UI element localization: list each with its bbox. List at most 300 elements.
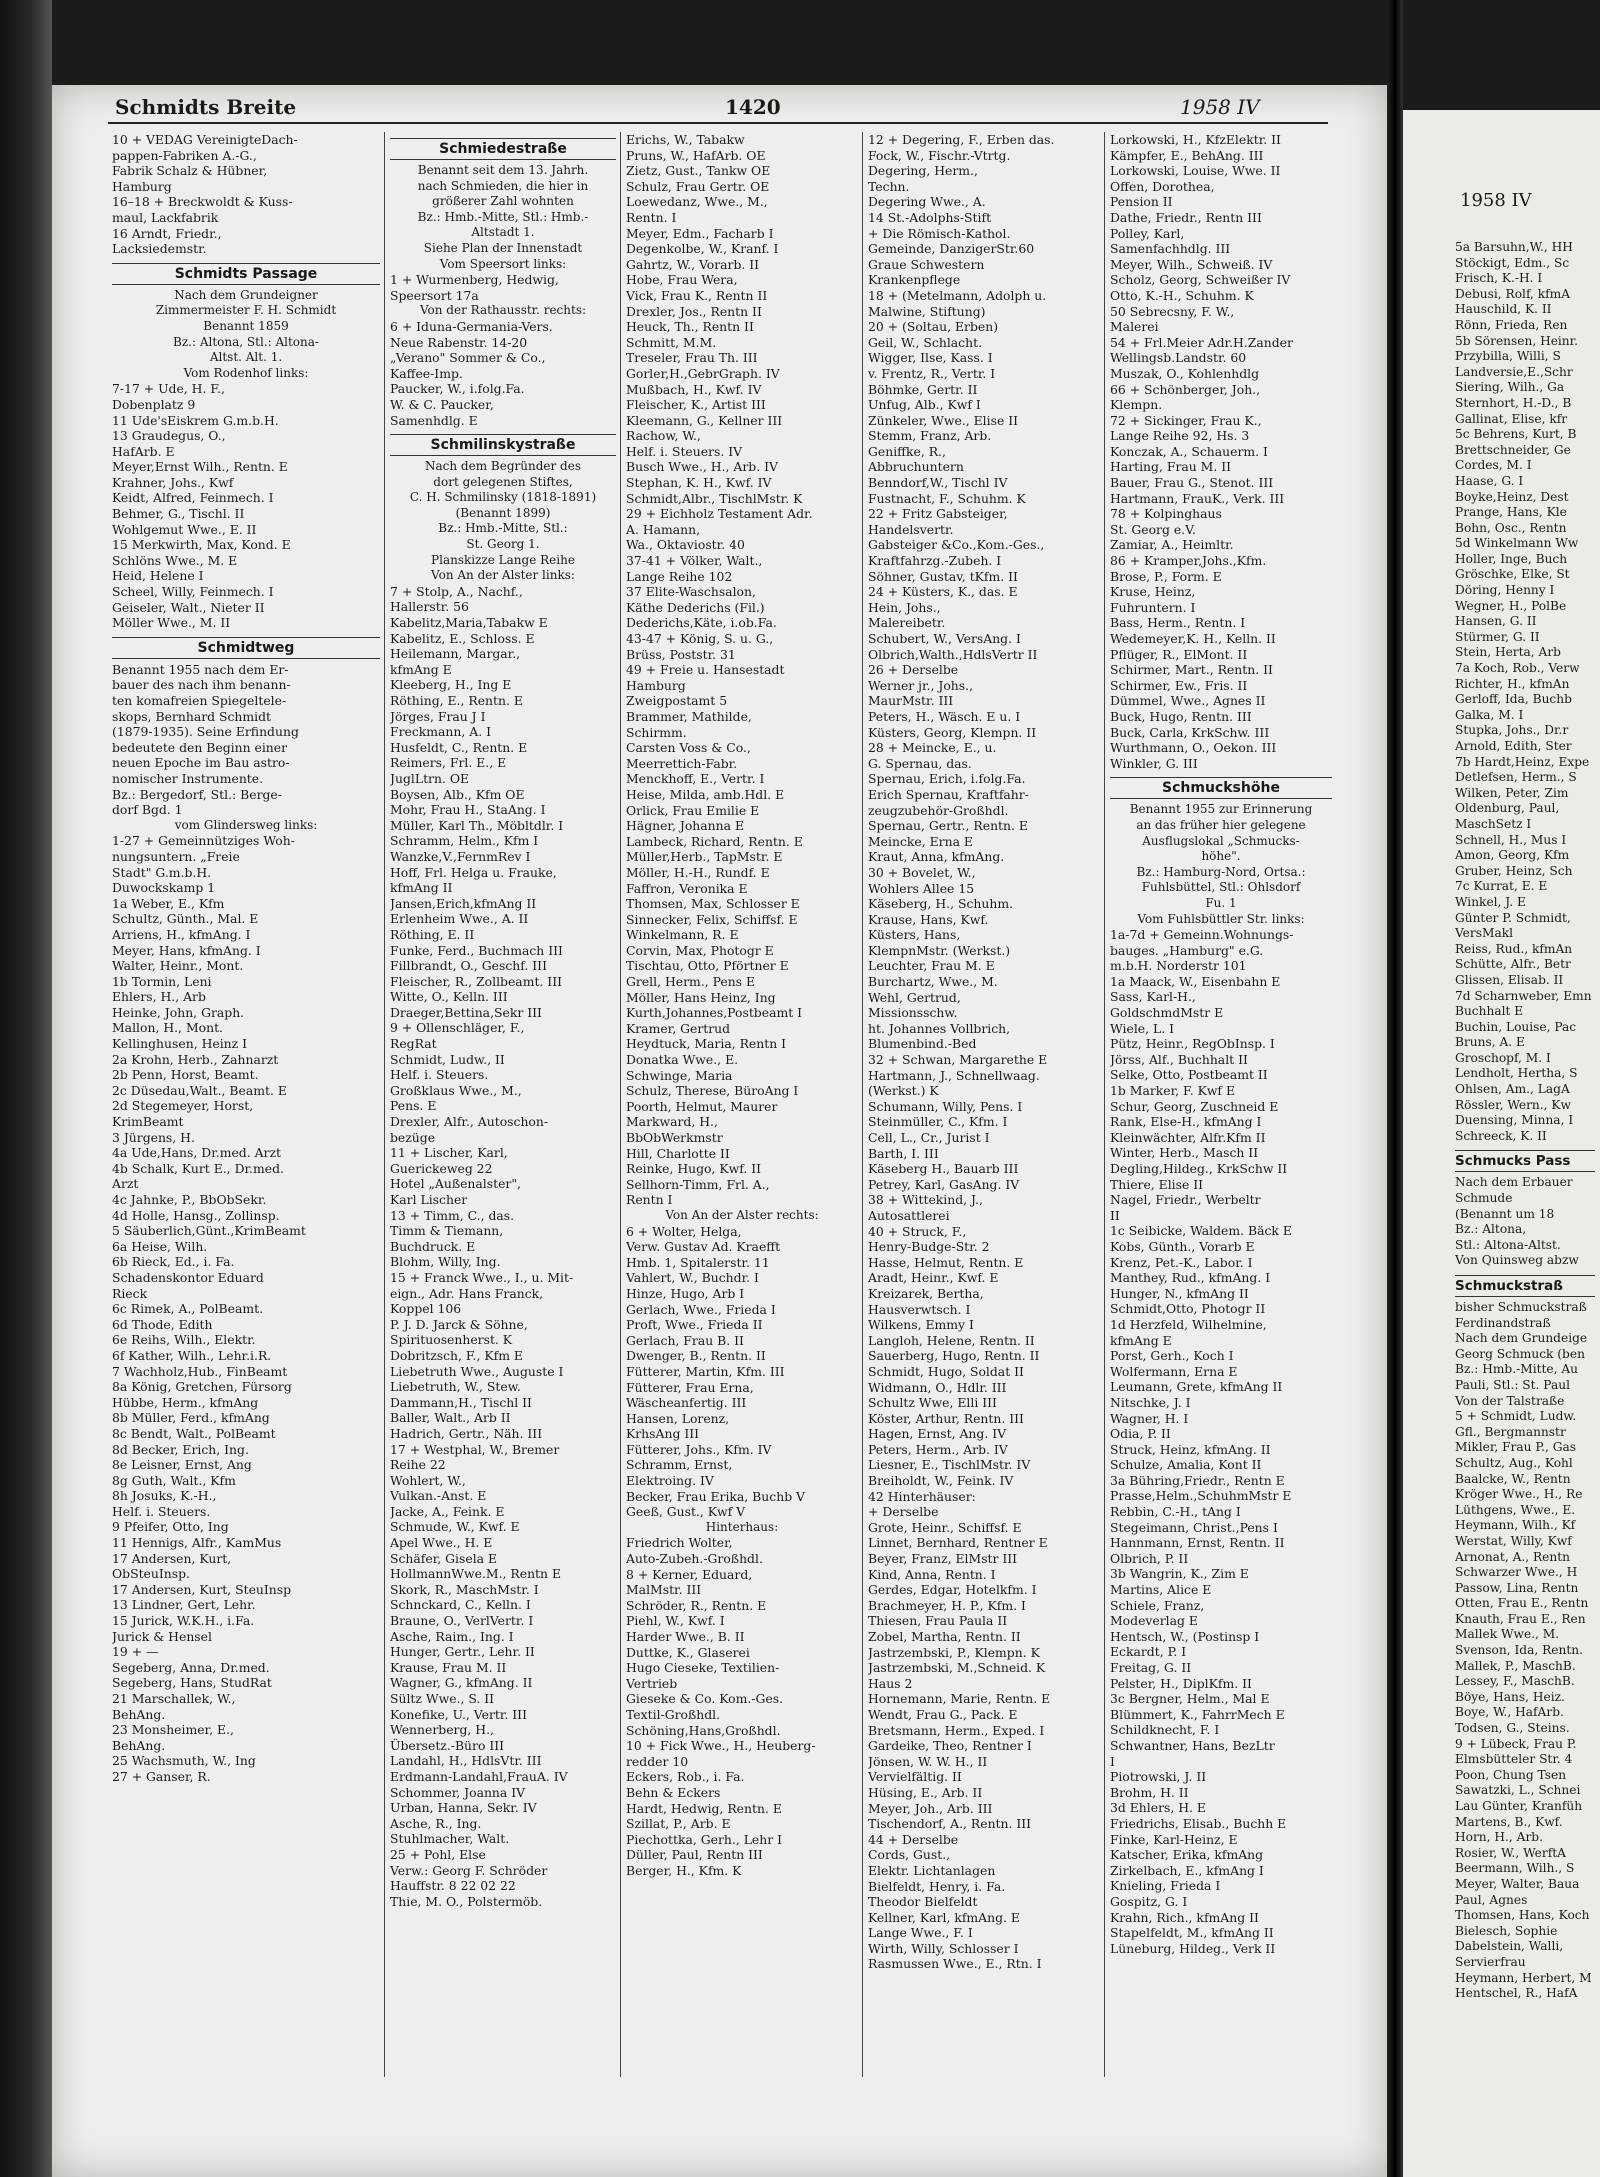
directory-entry: 3a Bühring,Friedr., Rentn E <box>1110 1472 1285 1488</box>
directory-entry: Eckardt, P. I <box>1110 1644 1187 1660</box>
directory-entry: Drexler, Alfr., Autoschon- <box>390 1114 549 1130</box>
directory-entry: Burchartz, Wwe., M. <box>868 974 998 990</box>
directory-entry: 8e Leisner, Ernst, Ang <box>112 1457 252 1473</box>
directory-entry: Linnet, Bernhard, Rentner E <box>868 1535 1048 1551</box>
directory-entry: Malwine, Stiftung) <box>868 303 986 319</box>
directory-entry: 15 Merkwirth, Max, Kond. E <box>112 537 291 553</box>
directory-entry: Urban, Hanna, Sekr. IV <box>390 1800 537 1816</box>
directory-entry: Fuhruntern. I <box>1110 599 1196 615</box>
directory-entry: Autosattlerei <box>868 1207 950 1223</box>
directory-entry: 11 + Lischer, Karl, <box>390 1145 508 1161</box>
directory-entry: Schur, Georg, Zuschneid E <box>1110 1098 1279 1114</box>
directory-entry: Hasse, Helmut, Rentn. E <box>868 1254 1024 1270</box>
directory-entry: Kind, Anna, Rentn. I <box>868 1566 996 1582</box>
directory-entry: Aradt, Heinr., Kwf. E <box>868 1270 999 1286</box>
directory-entry: 1 + Wurmenberg, Hedwig, <box>390 272 559 288</box>
directory-entry: Hunger, N., kfmAng II <box>1110 1285 1249 1301</box>
directory-entry: Hauschild, K. II <box>1455 302 1552 317</box>
directory-entry: 38 + Wittekind, J., <box>868 1192 983 1208</box>
directory-entry: G. Spernau, das. <box>868 755 972 771</box>
directory-entry: Benannt 1955 nach dem Er- <box>112 661 289 677</box>
directory-entry: Hüsing, E., Arb. II <box>868 1784 983 1800</box>
directory-entry: Stürmer, G. II <box>1455 629 1540 644</box>
directory-entry: Bz.: Bergedorf, Stl.: Berge- <box>112 786 282 802</box>
directory-entry: (Werkst.) K <box>868 1083 939 1099</box>
directory-entry: Zietz, Gust., Tankw OE <box>626 163 771 179</box>
directory-entry: Wigger, Ilse, Kass. I <box>868 350 993 366</box>
directory-entry: Degering, Herm., <box>868 163 978 179</box>
directory-entry: Brettschneider, Ge <box>1455 442 1571 457</box>
directory-entry: Olbrich,Walth.,HdlsVertr II <box>868 646 1038 662</box>
street-note: Fu. 1 <box>1205 895 1237 910</box>
directory-entry: Meyer, Joh., Arb. III <box>868 1800 993 1816</box>
directory-entry: Gospitz, G. I <box>1110 1893 1188 1909</box>
directory-entry: Lange Wwe., F. I <box>868 1925 973 1941</box>
directory-entry: Cell, L., Cr., Jurist I <box>868 1130 990 1145</box>
directory-entry: Paul, Agnes <box>1455 1892 1528 1907</box>
directory-entry: Auto-Zubeh.-Großhdl. <box>626 1551 763 1567</box>
directory-entry: Erich Spernau, Kraftfahr- <box>868 786 1029 802</box>
right-page-column <box>1455 240 1595 2160</box>
directory-entry: Lorkowski, Louise, Wwe. II <box>1110 163 1281 179</box>
directory-entry: Fleischer, K., Artist III <box>626 397 766 413</box>
street-note: Bz.: Hmb.-Mitte, Stl.: <box>438 521 568 536</box>
directory-entry: Malerei <box>1110 319 1159 335</box>
directory-entry: Lüneburg, Hildeg., Verk II <box>1110 1940 1276 1956</box>
directory-entry: Hardt, Hedwig, Rentn. E <box>626 1800 782 1816</box>
street-note: Benannt seit dem 13. Jahrh. <box>417 163 589 177</box>
directory-entry: 8 + Kerner, Eduard, <box>626 1566 753 1582</box>
street-note: Bz.: Hmb.-Mitte, Stl.: Hmb.- <box>417 209 589 224</box>
directory-entry: Krahner, Johs., Kwf <box>112 474 234 490</box>
directory-entry: Stegeimann, Christ.,Pens I <box>1110 1519 1278 1535</box>
directory-entry: + Derselbe <box>868 1504 939 1520</box>
directory-entry: Schäfer, Gisela E <box>390 1550 498 1566</box>
directory-entry: Pütz, Heinr., RegObInsp. I <box>1110 1036 1275 1052</box>
directory-entry: 1c Seibicke, Waldem. Bäck E <box>1110 1223 1292 1239</box>
directory-entry: (1879-1935). Seine Erfindung <box>112 724 299 740</box>
directory-entry: Dobritzsch, F., Kfm E <box>390 1347 523 1363</box>
street-note: Vom Rodenhof links: <box>183 365 309 380</box>
directory-entry: Prange, Hans, Kle <box>1455 505 1567 520</box>
street-note: Bz.: Altona, Stl.: Altona- <box>173 334 319 349</box>
column-divider <box>1104 132 1105 2077</box>
directory-entry: Abbruchuntern <box>868 459 964 475</box>
street-note: Fuhlsbüttel, Stl.: Ohlsdorf <box>1141 880 1301 895</box>
directory-entry: Stephan, K. H., Kwf. IV <box>626 475 772 491</box>
directory-entry: Mallon, H., Mont. <box>112 1020 223 1036</box>
directory-entry: Tischendorf, A., Rentn. III <box>868 1816 1032 1832</box>
directory-entry: m.b.H. Norderstr 101 <box>1110 958 1247 974</box>
directory-entry: 43-47 + König, S. u. G., <box>626 631 774 646</box>
directory-entry: Möller, Hans Heinz, Ing <box>626 989 776 1005</box>
directory-entry: MaurMstr. III <box>868 693 954 709</box>
directory-entry: Heise, Milda, amb.Hdl. E <box>626 786 785 802</box>
directory-entry: „Verano" Sommer & Co., <box>390 350 546 366</box>
directory-entry: redder 10 <box>626 1753 689 1769</box>
directory-entry: Boyke,Heinz, Dest <box>1455 489 1569 504</box>
directory-entry: Lau Günter, Kranfüh <box>1455 1799 1583 1813</box>
directory-entry: Brüss, Poststr. 31 <box>626 646 736 662</box>
directory-entry: Pflüger, R., ElMont. II <box>1110 646 1248 662</box>
directory-entry: 17 + Westphal, W., Bremer <box>390 1441 560 1457</box>
directory-entry: Techn. <box>868 178 910 194</box>
directory-entry: Heuck, Th., Rentn II <box>626 319 754 335</box>
directory-entry: Lacksiedemstr. <box>112 241 207 257</box>
directory-entry: Schöning,Hans,Großhdl. <box>626 1722 781 1738</box>
directory-entry: Neue Rabenstr. 14-20 <box>390 334 528 350</box>
directory-entry: Meerrettich-Fabr. <box>626 755 738 771</box>
directory-entry: Müller, Karl Th., Möbltdlr. I <box>390 817 564 833</box>
directory-entry: 32 + Schwan, Margarethe E <box>868 1052 1048 1068</box>
street-note: Ausflugslokal „Schmucks- <box>1142 833 1300 848</box>
directory-entry: Haus 2 <box>868 1675 913 1691</box>
directory-entry: Freckmann, A. I <box>390 724 491 740</box>
directory-entry: Fabrik Schalz & Hübner, <box>112 163 268 179</box>
directory-entry: Stapelfeldt, M., kfmAng II <box>1110 1925 1274 1941</box>
directory-entry: Liebetruth Wwe., Auguste I <box>390 1363 564 1379</box>
running-head-street: Schmidts Breite <box>115 95 297 119</box>
directory-entry: Odia, P. II <box>1110 1426 1171 1442</box>
directory-entry: Hugo Cieseke, Textilien- <box>626 1660 780 1676</box>
directory-entry: Schommer, Joanna IV <box>390 1784 526 1800</box>
directory-entry: 2b Penn, Horst, Beamt. <box>112 1067 259 1083</box>
directory-entry: 7 Wachholz,Hub., FinBeamt <box>112 1363 288 1379</box>
directory-entry: Dwenger, B., Rentn. II <box>626 1348 766 1364</box>
directory-entry: Elektr. Lichtanlagen <box>868 1862 996 1878</box>
directory-entry: Reiss, Rud., kfmAn <box>1455 941 1573 956</box>
directory-entry: neuen Epoche im Bau astro- <box>112 755 290 771</box>
directory-entry: Fleischer, R., Zollbeamt. III <box>390 973 562 989</box>
directory-entry: Hornemann, Marie, Rentn. E <box>868 1691 1051 1707</box>
directory-entry: 9 + Lübeck, Frau P. <box>1455 1736 1577 1751</box>
directory-entry: Wendt, Frau G., Pack. E <box>868 1706 1018 1722</box>
directory-entry: 17 Andersen, Kurt, SteuInsp <box>112 1581 292 1597</box>
directory-entry: Offen, Dorothea, <box>1110 178 1215 194</box>
directory-entry: P. J. D. Jarck & Söhne, <box>390 1316 528 1332</box>
directory-entry: ObSteuInsp. <box>112 1566 190 1582</box>
directory-entry: Verw.: Georg F. Schröder <box>390 1862 548 1878</box>
directory-entry: Hamburg <box>626 677 686 693</box>
page-number: 1420 <box>725 95 781 119</box>
directory-entry: Hägner, Johanna E <box>626 818 745 834</box>
directory-entry: 6c Rimek, A., PolBeamt. <box>112 1301 264 1317</box>
directory-entry: Poorth, Helmut, Maurer <box>626 1098 778 1114</box>
directory-entry: Knauth, Frau E., Ren <box>1455 1611 1586 1626</box>
street-note: C. H. Schmilinsky (1818-1891) <box>409 490 597 505</box>
directory-entry: 22 + Fritz Gabsteiger, <box>868 506 1008 522</box>
directory-entry: Degering Wwe., A. <box>868 194 986 210</box>
directory-entry: Gerdes, Edgar, Hotelkfm. I <box>868 1582 1037 1598</box>
directory-entry: VersMakl <box>1455 926 1514 941</box>
street-heading: Schmucks Pass <box>1455 1150 1595 1172</box>
directory-entry: Schwinge, Maria <box>626 1067 733 1083</box>
directory-entry: kfmAng E <box>1110 1332 1172 1348</box>
directory-entry: St. Georg e.V. <box>1110 521 1196 537</box>
directory-entry: Polley, Karl, <box>1110 225 1185 241</box>
directory-entry: Brose, P., Form. E <box>1110 568 1222 584</box>
directory-entry: Krankenpflege <box>868 272 961 288</box>
directory-entry: Gabsteiger &Co.,Kom.-Ges., <box>868 537 1045 553</box>
directory-entry: Piechottka, Gerh., Lehr I <box>626 1831 782 1847</box>
directory-entry: 8c Bendt, Walt., PolBeamt <box>112 1425 276 1441</box>
directory-entry: Mallek Wwe., M. <box>1455 1627 1560 1642</box>
directory-entry: 2a Krohn, Herb., Zahnarzt <box>112 1051 279 1067</box>
directory-entry: Müller,Herb., TapMstr. E <box>626 849 783 865</box>
directory-entry: Faffron, Veronika E <box>626 880 748 896</box>
directory-entry: Krenz, Pet.-K., Labor. I <box>1110 1254 1253 1270</box>
directory-entry: Theodor Bielfeldt <box>868 1894 978 1910</box>
directory-entry: 1d Herzfeld, Wilhelmine, <box>1110 1316 1267 1332</box>
directory-entry: Zamiar, A., Heimltr. <box>1110 537 1234 553</box>
directory-entry: Porst, Gerh., Koch I <box>1110 1348 1234 1364</box>
directory-entry: KrimBeamt <box>112 1114 184 1130</box>
directory-entry: 8g Guth, Walt., Kfm <box>112 1472 236 1488</box>
directory-entry: Schnckard, C., Kelln. I <box>390 1597 531 1613</box>
directory-entry: Treseler, Frau Th. III <box>626 350 758 366</box>
directory-entry: Groschopf, M. I <box>1455 1050 1551 1065</box>
directory-entry: I <box>1110 1753 1115 1769</box>
directory-entry: Brohm, H. II <box>1110 1784 1189 1800</box>
directory-column-2 <box>390 132 616 2082</box>
directory-entry: Mikler, Frau P., Gas <box>1455 1440 1576 1455</box>
street-note: Nach dem Begründer des <box>425 459 581 474</box>
directory-entry: Helf. i. Steuers. <box>112 1503 211 1519</box>
directory-entry: BbObWerkmstr <box>626 1130 723 1145</box>
directory-entry: Gallinat, Elise, kfr <box>1455 411 1568 426</box>
directory-entry: Käseberg, H., Schuhm. <box>868 896 1014 912</box>
directory-entry: Unfug, Alb., Kwf I <box>868 397 981 413</box>
directory-entry: maul, Lackfabrik <box>112 209 219 225</box>
directory-entry: Richter, H., kfmAn <box>1455 676 1570 691</box>
directory-entry: 20 + (Soltau, Erben) <box>868 319 999 335</box>
directory-entry: Schramm, Helm., Kfm I <box>390 833 539 849</box>
directory-entry: Tischtau, Otto, Pförtner E <box>626 958 789 974</box>
directory-entry: Timm & Tiemann, <box>390 1223 504 1239</box>
street-note: Vom Fuhlsbüttler Str. links: <box>1137 911 1305 926</box>
street-note: höhe". <box>1201 849 1241 864</box>
directory-entry: Hansen, Lorenz, <box>626 1410 730 1426</box>
directory-entry: Lange Reihe 102 <box>626 568 733 584</box>
directory-entry: Wohlert, W., <box>390 1472 466 1488</box>
directory-entry: 4a Ude,Hans, Dr.med. Arzt <box>112 1145 281 1161</box>
directory-entry: Peters, Herm., Arb. IV <box>868 1441 1008 1457</box>
directory-entry: Nitschke, J. I <box>1110 1394 1191 1410</box>
directory-entry: 42 Hinterhäuser: <box>868 1488 976 1504</box>
directory-entry: Winter, Herb., Masch II <box>1110 1145 1259 1161</box>
directory-entry: A. Hamann, <box>626 521 701 537</box>
directory-entry: Leumann, Grete, kfmAng II <box>1110 1379 1283 1395</box>
directory-entry: Martens, B., Kwf. <box>1455 1814 1563 1829</box>
directory-entry: Schulz, Frau Gertr. OE <box>626 178 770 194</box>
directory-entry: Geil, W., Schlacht. <box>868 334 983 350</box>
directory-entry: Günter P. Schmidt, <box>1455 910 1571 925</box>
street-note: Siehe Plan der Innenstadt <box>423 240 583 255</box>
directory-entry: 5d Winkelmann Ww <box>1455 536 1579 551</box>
directory-entry: 17 Andersen, Kurt, <box>112 1550 232 1566</box>
directory-entry: Nach dem Grundeige <box>1455 1331 1588 1346</box>
right-page-running-head: 1958 IV <box>1460 190 1532 211</box>
directory-entry: Koppel 106 <box>390 1301 462 1317</box>
directory-entry: Kraut, Anna, kfmAng. <box>868 849 1005 865</box>
directory-entry: Zweigpostamt 5 <box>626 693 728 709</box>
directory-entry: Von Quinsweg abzw <box>1455 1253 1579 1268</box>
directory-entry: Cordes, M. I <box>1455 458 1532 473</box>
directory-entry: Lange Reihe 92, Hs. 3 <box>1110 428 1250 444</box>
directory-entry: Käthe Dederichs (Fil.) <box>626 599 765 615</box>
street-note: Altst. Alt. 1. <box>209 350 283 365</box>
directory-entry: Drexler, Jos., Rentn II <box>626 303 762 319</box>
directory-entry: Werstat, Willy, Kwf <box>1455 1533 1572 1548</box>
directory-entry: Boye, W., HafArb. <box>1455 1705 1564 1720</box>
directory-entry: 21 Marschallek, W., <box>112 1691 236 1706</box>
directory-entry: Hobe, Frau Wera, <box>626 272 738 288</box>
directory-entry: Kleinwächter, Alfr.Kfm II <box>1110 1129 1266 1145</box>
directory-entry: 9 Pfeifer, Otto, Ing <box>112 1519 229 1535</box>
directory-entry: Stemm, Franz, Arb. <box>868 428 992 444</box>
directory-entry: 23 Monsheimer, E., <box>112 1722 234 1738</box>
directory-entry: Kleemann, G., Kellner III <box>626 412 783 428</box>
directory-entry: Möller Wwe., M. II <box>112 615 231 631</box>
street-heading: Schmilinskystraße <box>390 434 616 456</box>
directory-entry: Heilemann, Margar., <box>390 646 521 662</box>
directory-entry: Poon, Chung Tsen <box>1455 1767 1567 1782</box>
directory-entry: Lüthgens, Wwe., E. <box>1455 1502 1576 1517</box>
directory-entry: Stuhlmacher, Walt. <box>390 1831 510 1847</box>
directory-entry: Speersort 17a <box>390 287 479 303</box>
directory-entry: Steinmüller, C., Kfm. I <box>868 1114 1008 1130</box>
directory-entry: Hunger, Gertr., Lehr. II <box>390 1644 535 1660</box>
directory-entry: Todsen, G., Steins. <box>1455 1721 1570 1736</box>
directory-entry: 72 + Sickinger, Frau K., <box>1110 412 1262 428</box>
directory-entry: 7a Koch, Rob., Verw <box>1455 661 1580 676</box>
directory-entry: 25 Wachsmuth, W., Ing <box>112 1753 256 1769</box>
directory-entry: RegRat <box>390 1036 437 1052</box>
directory-entry: Asche, R., Ing. <box>390 1815 482 1831</box>
directory-entry: Hentsch, W., (Postinsp I <box>1110 1628 1260 1644</box>
directory-entry: Schramm, Ernst, <box>626 1457 733 1473</box>
directory-entry: Konczak, A., Schauerm. I <box>1110 443 1268 459</box>
directory-entry: 44 + Derselbe <box>868 1831 959 1847</box>
directory-entry: 78 + Kolpinghaus <box>1110 506 1222 522</box>
directory-entry: Sinnecker, Felix, Schiffsf. E <box>626 911 798 927</box>
directory-entry: Dabelstein, Walli, <box>1455 1939 1564 1954</box>
directory-entry: Wehl, Gertrud, <box>868 989 961 1005</box>
directory-entry: Donatka Wwe., E. <box>626 1052 739 1068</box>
directory-entry: 37 Elite-Waschsalon, <box>626 584 756 600</box>
directory-entry: Schröder, R., Rentn. E <box>626 1597 767 1613</box>
directory-entry: Kraftfahrzg.-Zubeh. I <box>868 553 1002 569</box>
directory-entry: 7d Scharnweber, Emn <box>1455 988 1592 1003</box>
directory-entry: Gahrtz, W., Vorarb. II <box>626 256 760 272</box>
directory-entry: Hannmann, Ernst, Rentn. II <box>1110 1535 1285 1551</box>
directory-entry: Piehl, W., Kwf. I <box>626 1613 725 1629</box>
street-note: Vom Speersort links: <box>439 256 567 271</box>
directory-entry: Degling,Hildeg., KrkSchw II <box>1110 1161 1288 1176</box>
directory-entry: ht. Johannes Vollbrich, <box>868 1020 1011 1036</box>
directory-entry: Pens. E <box>390 1098 437 1114</box>
directory-entry: 11 Ude'sEiskrem G.m.b.H. <box>112 412 279 428</box>
spine-lettering <box>8 150 48 1950</box>
directory-entry: Samenhdlg. E <box>390 412 478 428</box>
directory-entry: Schmidt,Albr., TischlMstr. K <box>626 490 803 506</box>
directory-entry: Segeberg, Anna, Dr.med. <box>112 1659 270 1675</box>
directory-entry: 7c Kurrat, E. E <box>1455 879 1548 894</box>
directory-entry: Widmann, O., Hdlr. III <box>868 1379 1007 1395</box>
directory-entry: 4b Schalk, Kurt E., Dr.med. <box>112 1160 284 1176</box>
directory-entry: 5a Barsuhn,W., HH <box>1455 240 1573 254</box>
directory-entry: Sawatzki, L., Schnei <box>1455 1783 1581 1798</box>
directory-entry: Passow, Lina, Rentn <box>1455 1580 1579 1595</box>
directory-entry: Jörges, Frau J I <box>390 708 486 724</box>
directory-entry: Wohlers Allee 15 <box>868 880 975 896</box>
directory-entry: Heid, Helene I <box>112 568 204 584</box>
directory-entry: Freitag, G. II <box>1110 1660 1192 1675</box>
directory-entry: Wurthmann, O., Oekon. III <box>1110 740 1277 756</box>
directory-entry: 3c Bergner, Helm., Mal E <box>1110 1691 1270 1707</box>
directory-entry: Mußbach, H., Kwf. IV <box>626 381 762 397</box>
directory-entry: dorf Bgd. 1 <box>112 802 183 818</box>
directory-entry: Schmidt,Otto, Photogr II <box>1110 1301 1266 1317</box>
directory-entry: Hmb. 1, Spitalerstr. 11 <box>626 1254 770 1270</box>
column-divider <box>862 132 863 2077</box>
directory-entry: Blumenbind.-Bed <box>868 1036 977 1052</box>
directory-entry: Lorkowski, H., KfzElektr. II <box>1110 132 1281 147</box>
book-spine <box>0 0 52 2177</box>
directory-entry: 2d Stegemeyer, Horst, <box>112 1098 254 1114</box>
directory-entry: 16–18 + Breckwoldt & Kuss- <box>112 194 293 210</box>
street-note: Zimmermeister F. H. Schmidt <box>155 303 337 318</box>
street-heading: Schmuckshöhe <box>1110 777 1332 799</box>
directory-entry: Piotrowski, J. II <box>1110 1769 1207 1785</box>
directory-entry: Paucker, W., i.folg.Fa. <box>390 381 525 397</box>
directory-entry: 66 + Schönberger, Joh., <box>1110 381 1261 397</box>
directory-entry: 15 Jurick, W.K.H., i.Fa. <box>112 1613 255 1629</box>
directory-entry: 30 + Bovelet, W., <box>868 864 976 880</box>
directory-entry: Pruns, W., HafArb. OE <box>626 147 766 163</box>
directory-entry: Wäscheanfertig. III <box>626 1395 747 1411</box>
directory-entry: Detlefsen, Herm., S <box>1455 770 1577 785</box>
directory-entry: Meyer, Walter, Baua <box>1455 1876 1580 1891</box>
directory-entry: Sellhorn-Timm, Frl. A., <box>626 1176 770 1192</box>
directory-entry: Kleeberg, H., Ing E <box>390 677 512 693</box>
directory-entry: 6a Heise, Wilh. <box>112 1238 208 1254</box>
directory-entry: Mohr, Frau H., StaAng. I <box>390 802 546 818</box>
directory-entry: Wegner, H., PolBe <box>1455 598 1567 613</box>
column-divider <box>620 132 621 2077</box>
directory-entry: Pauli, Stl.: St. Paul <box>1455 1377 1570 1392</box>
directory-entry: Friedrich Wolter, <box>626 1535 733 1551</box>
directory-entry: ten komafreien Spiegeltele- <box>112 693 287 708</box>
directory-entry: Heinke, John, Graph. <box>112 1004 245 1020</box>
directory-column-3 <box>626 132 858 2082</box>
street-heading: Schmidtweg <box>112 637 380 659</box>
directory-entry: Arzt <box>112 1176 139 1192</box>
directory-entry: Schmude, W., Kwf. E <box>390 1519 520 1535</box>
directory-entry: Brachmeyer, H. P., Kfm. I <box>868 1597 1026 1613</box>
directory-entry: 13 Graudegus, O., <box>112 428 226 444</box>
directory-entry: Vertrieb <box>626 1675 678 1691</box>
directory-entry: Manthey, Rud., kfmAng. I <box>1110 1270 1271 1286</box>
directory-entry: 3d Ehlers, H. E <box>1110 1800 1206 1816</box>
directory-entry: Orlick, Frau Emilie E <box>626 802 760 818</box>
directory-entry: Bielfeldt, Henry, i. Fa. <box>868 1878 1006 1894</box>
directory-entry: Kämpfer, E., BehAng. III <box>1110 147 1264 163</box>
directory-entry: Schwantner, Hans, BezLtr <box>1110 1737 1275 1753</box>
directory-entry: Blohm, Willy, Ing. <box>390 1254 501 1270</box>
directory-entry: HafArb. E <box>112 443 175 459</box>
directory-entry: Kabelitz,Maria,Tabakw E <box>390 615 548 631</box>
